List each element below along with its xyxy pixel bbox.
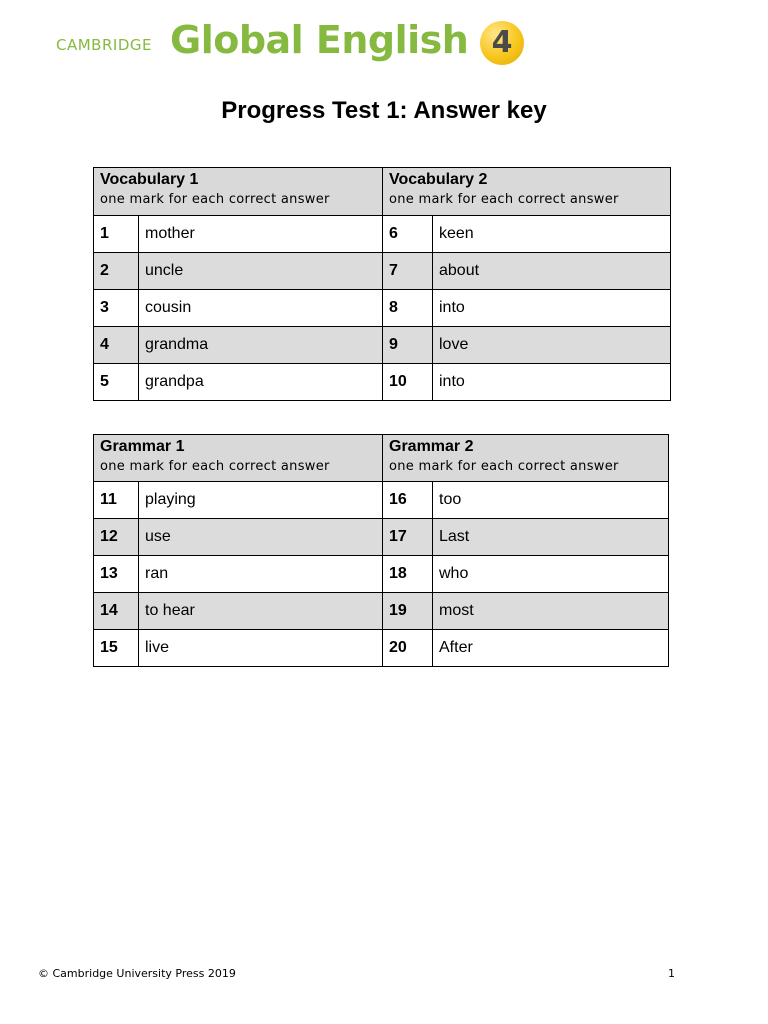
question-number: 16 <box>383 482 433 519</box>
table-row <box>94 364 671 401</box>
answer-cell: Last <box>433 519 669 556</box>
question-number: 9 <box>383 327 433 364</box>
series-name: Global English <box>170 18 469 62</box>
page-number: 1 <box>668 967 675 980</box>
answer-cell: After <box>433 630 669 667</box>
question-number: 7 <box>383 253 433 290</box>
table-row <box>94 519 669 556</box>
answer-cell: most <box>433 593 669 630</box>
question-number: 13 <box>94 556 139 593</box>
level-badge: 4 <box>480 21 524 65</box>
table-row <box>94 556 669 593</box>
answer-cell: live <box>139 630 383 667</box>
answer-cell: love <box>433 327 671 364</box>
answer-cell: mother <box>139 216 383 253</box>
answer-cell: too <box>433 482 669 519</box>
copyright-notice: © Cambridge University Press 2019 <box>38 967 236 980</box>
table-row <box>94 327 671 364</box>
question-number: 6 <box>383 216 433 253</box>
publisher-name: CAMBRIDGE <box>56 36 152 54</box>
section-heading: Grammar 2 <box>389 438 474 455</box>
section-header-right <box>383 168 671 216</box>
section-header-left <box>94 168 383 216</box>
question-number: 3 <box>94 290 139 327</box>
answer-cell: uncle <box>139 253 383 290</box>
section-note: one mark for each correct answer <box>100 192 330 207</box>
answer-table-vocabulary <box>93 167 671 401</box>
answer-cell: playing <box>139 482 383 519</box>
table-row <box>94 216 671 253</box>
answer-cell: into <box>433 290 671 327</box>
section-header-right <box>383 435 669 482</box>
table-row <box>94 593 669 630</box>
section-heading: Vocabulary 1 <box>100 171 199 188</box>
answer-cell: into <box>433 364 671 401</box>
answer-cell: keen <box>433 216 671 253</box>
question-number: 5 <box>94 364 139 401</box>
answer-cell: ran <box>139 556 383 593</box>
section-header-left <box>94 435 383 482</box>
question-number: 18 <box>383 556 433 593</box>
answer-cell: grandma <box>139 327 383 364</box>
question-number: 12 <box>94 519 139 556</box>
section-note: one mark for each correct answer <box>389 192 619 207</box>
answer-table-grammar <box>93 434 669 667</box>
section-note: one mark for each correct answer <box>389 459 619 474</box>
table-header-row <box>94 435 669 482</box>
question-number: 17 <box>383 519 433 556</box>
answer-cell: cousin <box>139 290 383 327</box>
question-number: 15 <box>94 630 139 667</box>
answer-cell: grandpa <box>139 364 383 401</box>
question-number: 11 <box>94 482 139 519</box>
question-number: 1 <box>94 216 139 253</box>
question-number: 2 <box>94 253 139 290</box>
question-number: 4 <box>94 327 139 364</box>
answer-cell: who <box>433 556 669 593</box>
answer-cell: use <box>139 519 383 556</box>
section-heading: Vocabulary 2 <box>389 171 488 188</box>
question-number: 10 <box>383 364 433 401</box>
question-number: 8 <box>383 290 433 327</box>
answer-cell: about <box>433 253 671 290</box>
answer-cell: to hear <box>139 593 383 630</box>
page-title: Progress Test 1: Answer key <box>221 97 547 124</box>
table-header-row <box>94 168 671 216</box>
table-row <box>94 290 671 327</box>
section-note: one mark for each correct answer <box>100 459 330 474</box>
question-number: 19 <box>383 593 433 630</box>
table-row <box>94 630 669 667</box>
question-number: 14 <box>94 593 139 630</box>
section-heading: Grammar 1 <box>100 438 185 455</box>
question-number: 20 <box>383 630 433 667</box>
table-row <box>94 253 671 290</box>
table-row <box>94 482 669 519</box>
